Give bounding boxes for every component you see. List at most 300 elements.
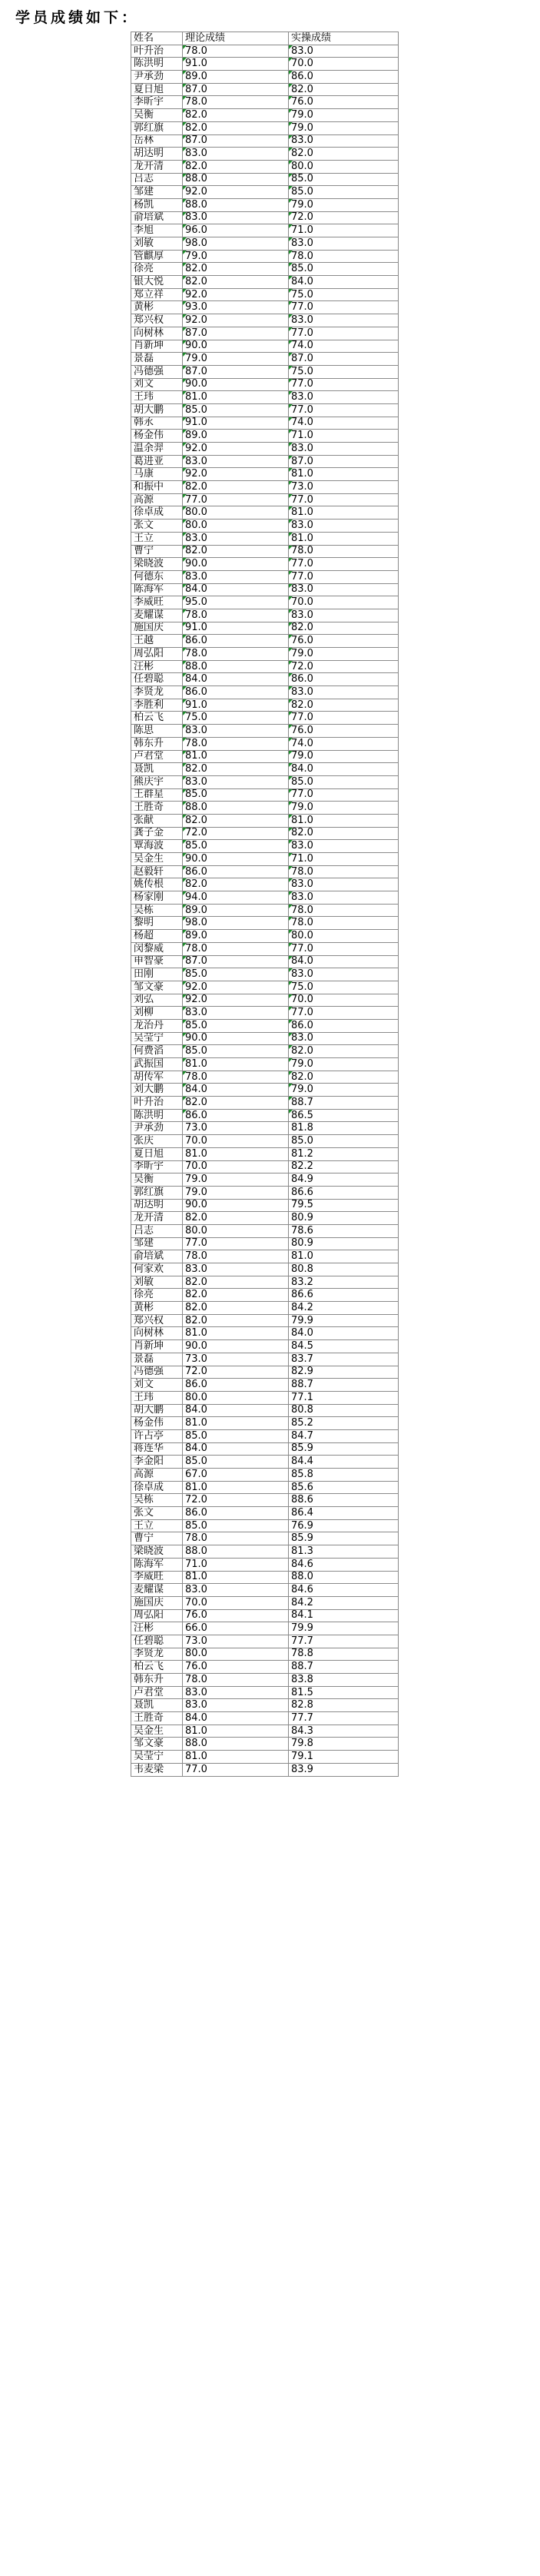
cell-practical-score[interactable]: 83.0 <box>289 878 399 891</box>
cell-name[interactable]: 李贤龙 <box>131 1648 183 1661</box>
cell-theory-score[interactable]: 91.0 <box>183 622 289 635</box>
cell-practical-score[interactable]: 84.6 <box>289 1558 399 1571</box>
cell-name[interactable]: 王越 <box>131 635 183 648</box>
cell-theory-score[interactable]: 78.0 <box>183 1532 289 1545</box>
cell-practical-score[interactable]: 85.2 <box>289 1417 399 1430</box>
cell-name[interactable]: 吴莹宁 <box>131 1032 183 1045</box>
cell-theory-score[interactable]: 84.0 <box>183 1442 289 1456</box>
cell-theory-score[interactable]: 86.0 <box>183 1379 289 1392</box>
cell-theory-score[interactable]: 87.0 <box>183 955 289 968</box>
cell-name[interactable]: 卢君堂 <box>131 1686 183 1699</box>
cell-theory-score[interactable]: 78.0 <box>183 737 289 750</box>
cell-practical-score[interactable]: 83.0 <box>289 583 399 596</box>
cell-practical-score[interactable]: 79.0 <box>289 109 399 122</box>
cell-name[interactable]: 聂凯 <box>131 763 183 776</box>
cell-name[interactable]: 熊庆宇 <box>131 775 183 788</box>
cell-practical-score[interactable]: 81.0 <box>289 1250 399 1263</box>
cell-name[interactable]: 刘敏 <box>131 1276 183 1289</box>
cell-practical-score[interactable]: 84.0 <box>289 955 399 968</box>
cell-theory-score[interactable]: 86.0 <box>183 635 289 648</box>
cell-theory-score[interactable]: 82.0 <box>183 1289 289 1302</box>
cell-name[interactable]: 向树林 <box>131 1327 183 1340</box>
cell-theory-score[interactable]: 80.0 <box>183 506 289 520</box>
cell-theory-score[interactable]: 89.0 <box>183 71 289 84</box>
cell-name[interactable]: 徐卓成 <box>131 506 183 520</box>
cell-theory-score[interactable]: 77.0 <box>183 1763 289 1776</box>
cell-theory-score[interactable]: 80.0 <box>183 1648 289 1661</box>
header-name[interactable]: 姓名 <box>131 32 183 45</box>
cell-name[interactable]: 冯德强 <box>131 365 183 378</box>
cell-practical-score[interactable]: 80.9 <box>289 1212 399 1225</box>
cell-practical-score[interactable]: 82.0 <box>289 148 399 161</box>
cell-theory-score[interactable]: 81.0 <box>183 1327 289 1340</box>
cell-practical-score[interactable]: 83.0 <box>289 1032 399 1045</box>
cell-name[interactable]: 王立 <box>131 532 183 545</box>
cell-practical-score[interactable]: 83.2 <box>289 1276 399 1289</box>
cell-practical-score[interactable]: 83.0 <box>289 443 399 456</box>
cell-practical-score[interactable]: 85.0 <box>289 186 399 199</box>
cell-practical-score[interactable]: 76.0 <box>289 725 399 738</box>
cell-name[interactable]: 陈海军 <box>131 583 183 596</box>
cell-practical-score[interactable]: 77.0 <box>289 1007 399 1020</box>
cell-theory-score[interactable]: 91.0 <box>183 417 289 430</box>
cell-name[interactable]: 徐亮 <box>131 263 183 276</box>
header-practical-score[interactable]: 实操成绩 <box>289 32 399 45</box>
cell-theory-score[interactable]: 90.0 <box>183 558 289 571</box>
cell-name[interactable]: 银大悦 <box>131 276 183 289</box>
cell-practical-score[interactable]: 87.0 <box>289 353 399 366</box>
cell-theory-score[interactable]: 72.0 <box>183 1366 289 1379</box>
cell-name[interactable]: 高源 <box>131 493 183 506</box>
cell-practical-score[interactable]: 83.0 <box>289 968 399 981</box>
cell-name[interactable]: 杨家刚 <box>131 891 183 905</box>
cell-name[interactable]: 徐亮 <box>131 1289 183 1302</box>
cell-practical-score[interactable]: 84.7 <box>289 1429 399 1442</box>
cell-practical-score[interactable]: 70.0 <box>289 994 399 1007</box>
cell-theory-score[interactable]: 86.0 <box>183 1109 289 1122</box>
cell-practical-score[interactable]: 84.0 <box>289 1327 399 1340</box>
cell-name[interactable]: 吴栋 <box>131 904 183 917</box>
cell-theory-score[interactable]: 72.0 <box>183 1494 289 1507</box>
cell-theory-score[interactable]: 81.0 <box>183 1751 289 1764</box>
cell-name[interactable]: 冯德强 <box>131 1366 183 1379</box>
cell-theory-score[interactable]: 85.0 <box>183 1429 289 1442</box>
cell-theory-score[interactable]: 82.0 <box>183 1276 289 1289</box>
header-theory-score[interactable]: 理论成绩 <box>183 32 289 45</box>
cell-theory-score[interactable]: 90.0 <box>183 340 289 353</box>
cell-name[interactable]: 张文 <box>131 520 183 533</box>
cell-practical-score[interactable]: 78.0 <box>289 545 399 558</box>
cell-theory-score[interactable]: 83.0 <box>183 532 289 545</box>
cell-theory-score[interactable]: 84.0 <box>183 673 289 686</box>
cell-name[interactable]: 胡传军 <box>131 1071 183 1084</box>
cell-practical-score[interactable]: 88.7 <box>289 1379 399 1392</box>
cell-theory-score[interactable]: 72.0 <box>183 827 289 840</box>
cell-practical-score[interactable]: 83.9 <box>289 1763 399 1776</box>
cell-practical-score[interactable]: 84.6 <box>289 1584 399 1597</box>
cell-theory-score[interactable]: 80.0 <box>183 1391 289 1404</box>
cell-name[interactable]: 李昕宇 <box>131 96 183 109</box>
cell-practical-score[interactable]: 83.0 <box>289 840 399 853</box>
cell-practical-score[interactable]: 77.0 <box>289 378 399 391</box>
cell-theory-score[interactable]: 71.0 <box>183 1558 289 1571</box>
cell-name[interactable]: 郭红旗 <box>131 121 183 134</box>
cell-theory-score[interactable]: 86.0 <box>183 865 289 878</box>
cell-name[interactable]: 吴金生 <box>131 1725 183 1738</box>
cell-name[interactable]: 柏云飞 <box>131 712 183 725</box>
cell-practical-score[interactable]: 77.0 <box>289 493 399 506</box>
cell-practical-score[interactable]: 77.0 <box>289 788 399 802</box>
cell-practical-score[interactable]: 77.7 <box>289 1635 399 1648</box>
cell-theory-score[interactable]: 88.0 <box>183 802 289 815</box>
cell-practical-score[interactable]: 76.9 <box>289 1519 399 1532</box>
cell-name[interactable]: 陈思 <box>131 725 183 738</box>
cell-theory-score[interactable]: 84.0 <box>183 1404 289 1417</box>
cell-theory-score[interactable]: 88.0 <box>183 1738 289 1751</box>
cell-practical-score[interactable]: 88.6 <box>289 1494 399 1507</box>
cell-practical-score[interactable]: 78.0 <box>289 865 399 878</box>
cell-name[interactable]: 周弘阳 <box>131 1609 183 1622</box>
cell-practical-score[interactable]: 85.0 <box>289 173 399 186</box>
cell-practical-score[interactable]: 78.8 <box>289 1648 399 1661</box>
cell-name[interactable]: 吴莹宁 <box>131 1751 183 1764</box>
cell-theory-score[interactable]: 88.0 <box>183 660 289 673</box>
cell-practical-score[interactable]: 88.7 <box>289 1097 399 1110</box>
cell-theory-score[interactable]: 70.0 <box>183 1160 289 1173</box>
cell-theory-score[interactable]: 73.0 <box>183 1122 289 1135</box>
cell-practical-score[interactable]: 79.8 <box>289 1738 399 1751</box>
cell-name[interactable]: 王立 <box>131 1519 183 1532</box>
cell-practical-score[interactable]: 84.1 <box>289 1609 399 1622</box>
cell-theory-score[interactable]: 77.0 <box>183 1237 289 1250</box>
cell-practical-score[interactable]: 85.8 <box>289 1469 399 1482</box>
cell-name[interactable]: 杨超 <box>131 930 183 943</box>
cell-practical-score[interactable]: 73.0 <box>289 481 399 494</box>
cell-name[interactable]: 郑兴权 <box>131 314 183 327</box>
cell-theory-score[interactable]: 83.0 <box>183 148 289 161</box>
cell-practical-score[interactable]: 88.7 <box>289 1661 399 1674</box>
cell-practical-score[interactable]: 85.9 <box>289 1442 399 1456</box>
cell-theory-score[interactable]: 85.0 <box>183 1019 289 1032</box>
cell-practical-score[interactable]: 72.0 <box>289 660 399 673</box>
cell-name[interactable]: 和振中 <box>131 481 183 494</box>
cell-theory-score[interactable]: 70.0 <box>183 1135 289 1148</box>
cell-theory-score[interactable]: 92.0 <box>183 468 289 481</box>
cell-name[interactable]: 邹文豪 <box>131 1738 183 1751</box>
cell-theory-score[interactable]: 82.0 <box>183 109 289 122</box>
cell-practical-score[interactable]: 87.0 <box>289 455 399 468</box>
cell-theory-score[interactable]: 82.0 <box>183 160 289 173</box>
cell-name[interactable]: 张庆 <box>131 1135 183 1148</box>
cell-name[interactable]: 邹文豪 <box>131 981 183 994</box>
cell-name[interactable]: 周弘阳 <box>131 648 183 661</box>
cell-practical-score[interactable]: 84.5 <box>289 1340 399 1353</box>
cell-name[interactable]: 柏云飞 <box>131 1661 183 1674</box>
cell-practical-score[interactable]: 79.9 <box>289 1314 399 1327</box>
cell-practical-score[interactable]: 81.0 <box>289 506 399 520</box>
cell-theory-score[interactable]: 73.0 <box>183 1635 289 1648</box>
cell-theory-score[interactable]: 92.0 <box>183 994 289 1007</box>
cell-theory-score[interactable]: 82.0 <box>183 1302 289 1315</box>
cell-practical-score[interactable]: 81.5 <box>289 1686 399 1699</box>
cell-practical-score[interactable]: 86.6 <box>289 1289 399 1302</box>
cell-theory-score[interactable]: 76.0 <box>183 1661 289 1674</box>
cell-name[interactable]: 梁晓波 <box>131 1545 183 1559</box>
cell-practical-score[interactable]: 77.7 <box>289 1712 399 1725</box>
cell-name[interactable]: 韩东升 <box>131 1674 183 1687</box>
cell-theory-score[interactable]: 83.0 <box>183 1584 289 1597</box>
cell-name[interactable]: 李威旺 <box>131 596 183 609</box>
cell-practical-score[interactable]: 80.9 <box>289 1237 399 1250</box>
cell-practical-score[interactable]: 71.0 <box>289 224 399 237</box>
cell-name[interactable]: 何家欢 <box>131 1263 183 1276</box>
cell-name[interactable]: 龙治丹 <box>131 1019 183 1032</box>
cell-theory-score[interactable]: 93.0 <box>183 301 289 314</box>
cell-practical-score[interactable]: 75.0 <box>289 288 399 301</box>
cell-practical-score[interactable]: 81.3 <box>289 1545 399 1559</box>
cell-theory-score[interactable]: 79.0 <box>183 353 289 366</box>
cell-name[interactable]: 韦麦梁 <box>131 1763 183 1776</box>
cell-name[interactable]: 徐卓成 <box>131 1481 183 1494</box>
cell-theory-score[interactable]: 78.0 <box>183 648 289 661</box>
cell-practical-score[interactable]: 80.0 <box>289 930 399 943</box>
cell-name[interactable]: 王玮 <box>131 391 183 404</box>
cell-name[interactable]: 向树林 <box>131 327 183 340</box>
cell-name[interactable]: 韩永 <box>131 417 183 430</box>
cell-theory-score[interactable]: 87.0 <box>183 365 289 378</box>
cell-practical-score[interactable]: 77.1 <box>289 1391 399 1404</box>
cell-practical-score[interactable]: 71.0 <box>289 853 399 866</box>
cell-name[interactable]: 赵毅轩 <box>131 865 183 878</box>
cell-theory-score[interactable]: 96.0 <box>183 224 289 237</box>
cell-theory-score[interactable]: 87.0 <box>183 134 289 148</box>
cell-practical-score[interactable]: 74.0 <box>289 417 399 430</box>
cell-name[interactable]: 夏日旭 <box>131 83 183 96</box>
cell-theory-score[interactable]: 90.0 <box>183 853 289 866</box>
cell-practical-score[interactable]: 78.6 <box>289 1224 399 1237</box>
cell-practical-score[interactable]: 88.0 <box>289 1571 399 1584</box>
cell-name[interactable]: 叶升治 <box>131 45 183 58</box>
cell-name[interactable]: 韩东升 <box>131 737 183 750</box>
cell-theory-score[interactable]: 80.0 <box>183 520 289 533</box>
cell-theory-score[interactable]: 87.0 <box>183 327 289 340</box>
cell-name[interactable]: 李旭 <box>131 224 183 237</box>
cell-practical-score[interactable]: 83.0 <box>289 609 399 622</box>
cell-theory-score[interactable]: 88.0 <box>183 198 289 211</box>
cell-theory-score[interactable]: 83.0 <box>183 1699 289 1712</box>
cell-theory-score[interactable]: 90.0 <box>183 378 289 391</box>
cell-theory-score[interactable]: 81.0 <box>183 750 289 763</box>
cell-name[interactable]: 麦耀谋 <box>131 609 183 622</box>
cell-theory-score[interactable]: 78.0 <box>183 942 289 955</box>
cell-theory-score[interactable]: 89.0 <box>183 904 289 917</box>
cell-theory-score[interactable]: 84.0 <box>183 1712 289 1725</box>
cell-name[interactable]: 吴栋 <box>131 1494 183 1507</box>
cell-name[interactable]: 龚子金 <box>131 827 183 840</box>
cell-practical-score[interactable]: 80.8 <box>289 1404 399 1417</box>
cell-theory-score[interactable]: 95.0 <box>183 596 289 609</box>
cell-practical-score[interactable]: 82.0 <box>289 699 399 712</box>
cell-theory-score[interactable]: 82.0 <box>183 878 289 891</box>
cell-name[interactable]: 李胜利 <box>131 699 183 712</box>
cell-theory-score[interactable]: 85.0 <box>183 403 289 417</box>
cell-practical-score[interactable]: 70.0 <box>289 58 399 71</box>
cell-theory-score[interactable]: 78.0 <box>183 609 289 622</box>
cell-practical-score[interactable]: 83.0 <box>289 314 399 327</box>
cell-practical-score[interactable]: 82.0 <box>289 1045 399 1058</box>
cell-name[interactable]: 许占亭 <box>131 1429 183 1442</box>
cell-theory-score[interactable]: 90.0 <box>183 1032 289 1045</box>
cell-practical-score[interactable]: 85.9 <box>289 1532 399 1545</box>
cell-practical-score[interactable]: 85.0 <box>289 1135 399 1148</box>
cell-practical-score[interactable]: 79.0 <box>289 1058 399 1071</box>
cell-name[interactable]: 尹承劲 <box>131 71 183 84</box>
cell-name[interactable]: 刘大鹏 <box>131 1084 183 1097</box>
cell-theory-score[interactable]: 80.0 <box>183 1224 289 1237</box>
cell-theory-score[interactable]: 85.0 <box>183 840 289 853</box>
cell-practical-score[interactable]: 81.0 <box>289 468 399 481</box>
cell-theory-score[interactable]: 92.0 <box>183 288 289 301</box>
cell-practical-score[interactable]: 78.0 <box>289 904 399 917</box>
cell-theory-score[interactable]: 82.0 <box>183 545 289 558</box>
cell-practical-score[interactable]: 77.0 <box>289 942 399 955</box>
cell-name[interactable]: 李昕宇 <box>131 1160 183 1173</box>
cell-name[interactable]: 黄彬 <box>131 1302 183 1315</box>
cell-name[interactable]: 姚传根 <box>131 878 183 891</box>
cell-practical-score[interactable]: 82.0 <box>289 1071 399 1084</box>
cell-name[interactable]: 武振国 <box>131 1058 183 1071</box>
cell-name[interactable]: 岳林 <box>131 134 183 148</box>
cell-name[interactable]: 王玮 <box>131 1391 183 1404</box>
cell-theory-score[interactable]: 78.0 <box>183 1250 289 1263</box>
cell-theory-score[interactable]: 91.0 <box>183 699 289 712</box>
cell-practical-score[interactable]: 83.0 <box>289 45 399 58</box>
cell-theory-score[interactable]: 86.0 <box>183 1507 289 1520</box>
cell-theory-score[interactable]: 88.0 <box>183 173 289 186</box>
cell-practical-score[interactable]: 81.2 <box>289 1147 399 1160</box>
cell-practical-score[interactable]: 82.0 <box>289 827 399 840</box>
cell-name[interactable]: 梁晓波 <box>131 558 183 571</box>
cell-theory-score[interactable]: 78.0 <box>183 1674 289 1687</box>
cell-theory-score[interactable]: 75.0 <box>183 712 289 725</box>
cell-theory-score[interactable]: 92.0 <box>183 443 289 456</box>
cell-name[interactable]: 吴衡 <box>131 1173 183 1187</box>
cell-name[interactable]: 任碧聪 <box>131 673 183 686</box>
cell-theory-score[interactable]: 66.0 <box>183 1622 289 1635</box>
cell-theory-score[interactable]: 83.0 <box>183 570 289 583</box>
cell-name[interactable]: 曹宁 <box>131 545 183 558</box>
cell-name[interactable]: 陈洪明 <box>131 58 183 71</box>
cell-practical-score[interactable]: 84.3 <box>289 1725 399 1738</box>
cell-name[interactable]: 杨凯 <box>131 198 183 211</box>
cell-practical-score[interactable]: 81.0 <box>289 532 399 545</box>
cell-name[interactable]: 刘弘 <box>131 994 183 1007</box>
cell-name[interactable]: 黄彬 <box>131 301 183 314</box>
cell-name[interactable]: 郑立祥 <box>131 288 183 301</box>
cell-practical-score[interactable]: 77.0 <box>289 570 399 583</box>
cell-practical-score[interactable]: 70.0 <box>289 596 399 609</box>
cell-name[interactable]: 张献 <box>131 814 183 827</box>
cell-name[interactable]: 俞培斌 <box>131 1250 183 1263</box>
cell-practical-score[interactable]: 80.8 <box>289 1263 399 1276</box>
cell-name[interactable]: 施国庆 <box>131 622 183 635</box>
cell-practical-score[interactable]: 82.9 <box>289 1366 399 1379</box>
cell-name[interactable]: 李金阳 <box>131 1456 183 1469</box>
cell-theory-score[interactable]: 83.0 <box>183 1686 289 1699</box>
cell-practical-score[interactable]: 84.0 <box>289 763 399 776</box>
cell-name[interactable]: 葛进亚 <box>131 455 183 468</box>
cell-practical-score[interactable]: 84.4 <box>289 1456 399 1469</box>
cell-practical-score[interactable]: 85.0 <box>289 263 399 276</box>
cell-theory-score[interactable]: 87.0 <box>183 83 289 96</box>
cell-theory-score[interactable]: 92.0 <box>183 981 289 994</box>
cell-theory-score[interactable]: 85.0 <box>183 968 289 981</box>
cell-theory-score[interactable]: 77.0 <box>183 493 289 506</box>
cell-theory-score[interactable]: 84.0 <box>183 1084 289 1097</box>
cell-theory-score[interactable]: 78.0 <box>183 45 289 58</box>
cell-practical-score[interactable]: 72.0 <box>289 211 399 224</box>
cell-theory-score[interactable]: 85.0 <box>183 1519 289 1532</box>
cell-theory-score[interactable]: 81.0 <box>183 391 289 404</box>
cell-name[interactable]: 胡大鹏 <box>131 1404 183 1417</box>
cell-name[interactable]: 蒋连华 <box>131 1442 183 1456</box>
cell-name[interactable]: 吴金生 <box>131 853 183 866</box>
cell-theory-score[interactable]: 81.0 <box>183 1058 289 1071</box>
cell-practical-score[interactable]: 77.0 <box>289 712 399 725</box>
cell-name[interactable]: 邹建 <box>131 1237 183 1250</box>
cell-name[interactable]: 郑兴权 <box>131 1314 183 1327</box>
cell-name[interactable]: 龙开清 <box>131 160 183 173</box>
cell-theory-score[interactable]: 85.0 <box>183 1456 289 1469</box>
cell-practical-score[interactable]: 83.0 <box>289 891 399 905</box>
cell-name[interactable]: 王胜奇 <box>131 802 183 815</box>
cell-practical-score[interactable]: 74.0 <box>289 340 399 353</box>
cell-theory-score[interactable]: 82.0 <box>183 1314 289 1327</box>
cell-practical-score[interactable]: 79.0 <box>289 648 399 661</box>
cell-theory-score[interactable]: 82.0 <box>183 121 289 134</box>
cell-practical-score[interactable]: 85.0 <box>289 775 399 788</box>
cell-name[interactable]: 刘柳 <box>131 1007 183 1020</box>
cell-practical-score[interactable]: 84.2 <box>289 1596 399 1609</box>
cell-name[interactable]: 刘文 <box>131 378 183 391</box>
cell-theory-score[interactable]: 79.0 <box>183 1186 289 1199</box>
cell-theory-score[interactable]: 83.0 <box>183 455 289 468</box>
cell-practical-score[interactable]: 79.1 <box>289 1751 399 1764</box>
cell-name[interactable]: 吕志 <box>131 1224 183 1237</box>
cell-practical-score[interactable]: 79.0 <box>289 121 399 134</box>
cell-theory-score[interactable]: 79.0 <box>183 1173 289 1187</box>
cell-name[interactable]: 吕志 <box>131 173 183 186</box>
cell-theory-score[interactable]: 83.0 <box>183 725 289 738</box>
cell-name[interactable]: 肖新坤 <box>131 1340 183 1353</box>
cell-theory-score[interactable]: 98.0 <box>183 917 289 930</box>
cell-theory-score[interactable]: 90.0 <box>183 1340 289 1353</box>
cell-name[interactable]: 肖新坤 <box>131 340 183 353</box>
cell-practical-score[interactable]: 86.0 <box>289 673 399 686</box>
cell-practical-score[interactable]: 84.2 <box>289 1302 399 1315</box>
cell-theory-score[interactable]: 78.0 <box>183 1071 289 1084</box>
cell-theory-score[interactable]: 83.0 <box>183 775 289 788</box>
cell-theory-score[interactable]: 83.0 <box>183 1007 289 1020</box>
cell-practical-score[interactable]: 82.8 <box>289 1699 399 1712</box>
cell-name[interactable]: 王群星 <box>131 788 183 802</box>
cell-name[interactable]: 田刚 <box>131 968 183 981</box>
cell-practical-score[interactable]: 75.0 <box>289 365 399 378</box>
cell-practical-score[interactable]: 75.0 <box>289 981 399 994</box>
cell-practical-score[interactable]: 82.0 <box>289 83 399 96</box>
cell-practical-score[interactable]: 77.0 <box>289 327 399 340</box>
cell-practical-score[interactable]: 77.0 <box>289 301 399 314</box>
